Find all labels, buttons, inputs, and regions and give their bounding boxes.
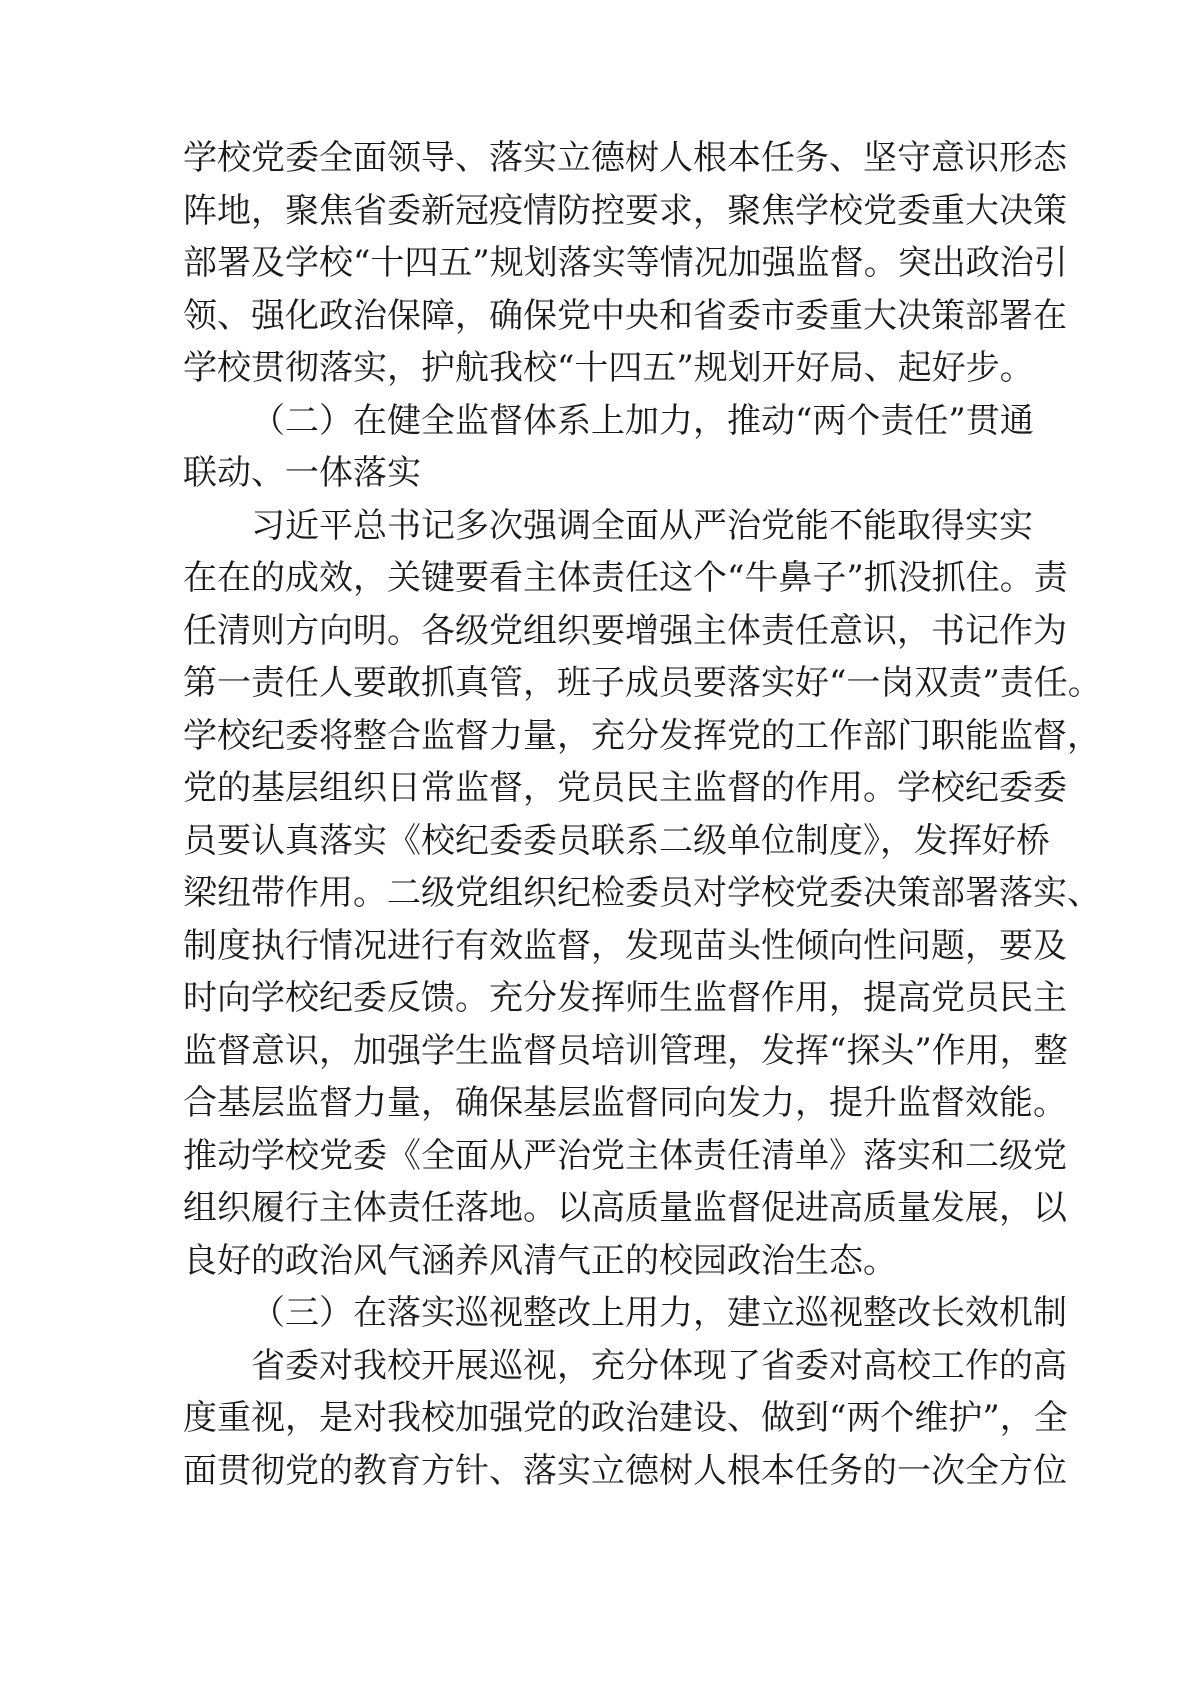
text-line: 度重视，是对我校加强党的政治建设、做到“两个维护”，全 [183,1398,1068,1438]
text-line: （二）在健全监督体系上加力，推动“两个责任”贯通 [251,400,1034,441]
text-line: 组织履行主体责任落地。以高质量监督促进高质量发展，以 [183,1188,1067,1228]
body-text [183,132,1102,1497]
text-line: （三）在落实巡视整改上用力，建立巡视整改长效机制 [251,1293,1067,1333]
text-line: 制度执行情况进行有效监督，发现苗头性倾向性问题，要及 [183,925,1067,966]
text-line: 第一责任人要敢抓真管，班子成员要落实好“一岗双责”责任。 [183,663,1102,703]
text-line: 习近平总书记多次强调全面从严治党能不能取得实实 [251,505,1033,546]
text-line: 部署及学校“十四五”规划落实等情况加强监督。突出政治引 [183,243,1068,283]
text-line: 党的基层组织日常监督，党员民主监督的作用。学校纪委委 [183,768,1067,808]
text-line: 联动、一体落实 [183,453,421,493]
text-line: 阵地，聚焦省委新冠疫情防控要求，聚焦学校党委重大决策 [183,190,1067,231]
text-line: 员要认真落实《校纪委委员联系二级单位制度》，发挥好桥 [183,820,1050,861]
text-line: 合基层监督力量，确保基层监督同向发力，提升监督效能。 [183,1083,1067,1123]
text-line: 学校纪委将整合监督力量，充分发挥党的工作部门职能监督， [183,715,1101,756]
text-line: 学校贯彻落实，护航我校“十四五”规划开好局、起好步。 [183,348,1034,388]
text-line: 梁纽带作用。二级党组织纪检委员对学校党委决策部署落实、 [183,873,1101,913]
text-line: 良好的政治风气涵养风清气正的校园政治生态。 [183,1240,897,1281]
text-line: 省委对我校开展巡视，充分体现了省委对高校工作的高 [251,1345,1067,1386]
text-line: 在在的成效，关键要看主体责任这个“牛鼻子”抓没抓住。责 [183,558,1068,598]
text-line: 任清则方向明。各级党组织要增强主体责任意识，书记作为 [183,610,1067,651]
text-line: 监督意识，加强学生监督员培训管理，发挥“探头”作用，整 [183,1030,1068,1071]
text-line: 领、强化政治保障，确保党中央和省委市委重大决策部署在 [183,295,1067,336]
text-line: 推动学校党委《全面从严治党主体责任清单》落实和二级党 [183,1135,1067,1176]
text-line: 面贯彻党的教育方针、落实立德树人根本任务的一次全方位 [183,1450,1067,1491]
text-line: 学校党委全面领导、落实立德树人根本任务、坚守意识形态 [183,138,1067,178]
text-line: 时向学校纪委反馈。充分发挥师生监督作用，提高党员民主 [183,978,1067,1018]
